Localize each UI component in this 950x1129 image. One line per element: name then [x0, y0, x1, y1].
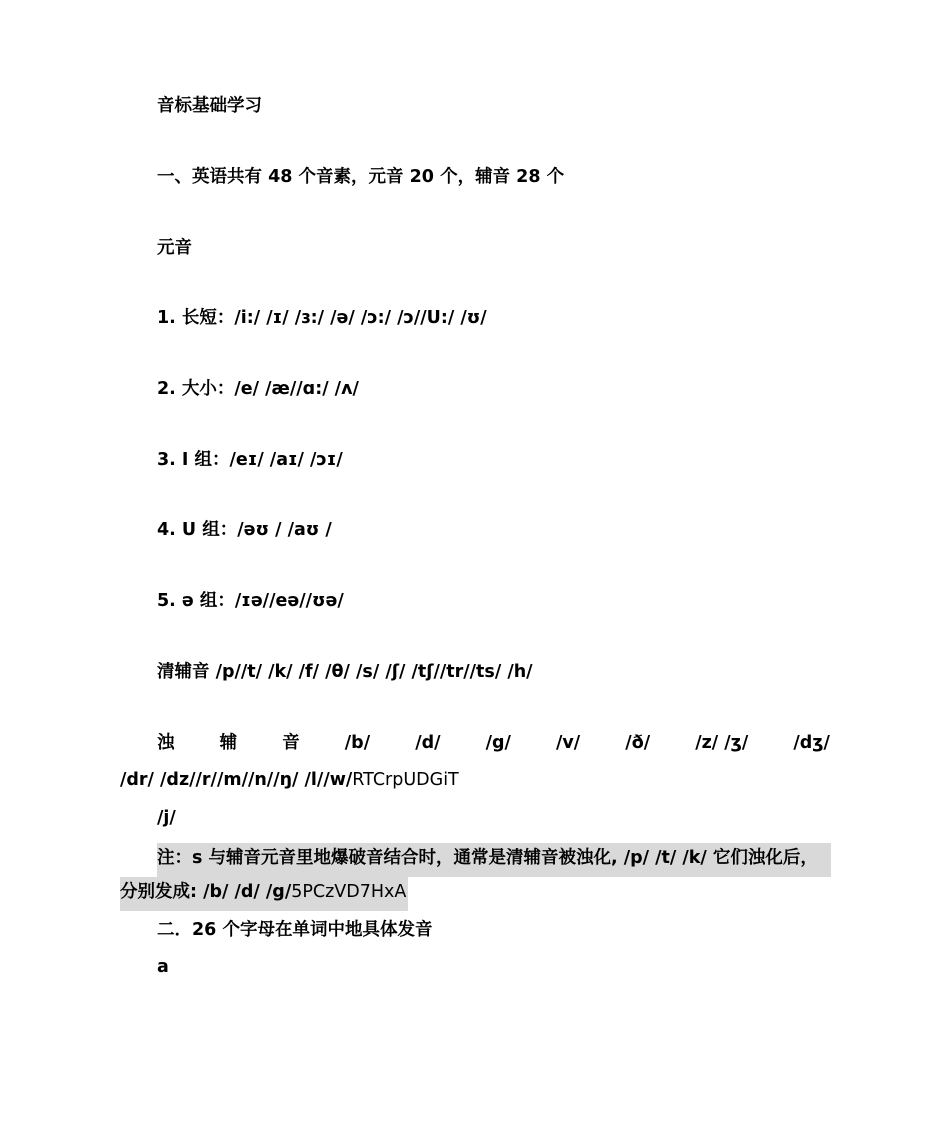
voiced-token: 辅	[219, 733, 238, 753]
vowel-group-3: 3. I 组：/eɪ/ /aɪ/ /ɔɪ/	[157, 450, 343, 470]
voiced-token: /v/	[556, 733, 581, 753]
voiced-token: /b/	[344, 733, 371, 753]
note-line2-bold: 分别发成: /b/ /d/ /g/	[120, 882, 292, 902]
voiced-token: 浊	[157, 733, 175, 753]
vowel-group-4: 4. U 组：/əʊ / /aʊ /	[157, 520, 332, 540]
doc-title: 音标基础学习	[157, 96, 262, 116]
letter-a-heading: a	[157, 957, 169, 977]
voiced-line2-code: RTCrpUDGiT	[352, 770, 459, 790]
voiced-token: /d/	[415, 733, 441, 753]
note-line2-code: 5PCzVD7HxA	[291, 882, 407, 902]
vowels-heading: 元音	[157, 238, 192, 258]
voiced-line2-bold: /dr/ /dz//r//m//n//ŋ/ /l//w/	[120, 770, 353, 790]
section-heading-2: 二．26 个字母在单词中地具体发音	[157, 920, 433, 940]
note-line-1: 注：s 与辅音元音里地爆破音结合时，通常是清辅音被浊化, /p/ /t/ /k/ 它们浊化后，	[157, 843, 831, 877]
section-heading-1: 一、英语共有 48 个音素，元音 20 个，辅音 28 个	[157, 167, 565, 187]
voiced-consonants-row	[157, 731, 830, 755]
vowel-group-1: 1. 长短：/i:/ /ɪ/ /ɜ:/ /ə/ /ɔ:/ /ɔ//U:/ /ʊ/	[157, 308, 487, 328]
voiced-token: 音	[282, 733, 300, 753]
voiced-token: /z/ /ʒ/	[695, 733, 749, 753]
voiced-token: /dʒ/	[793, 733, 830, 753]
note-line-2	[120, 877, 408, 911]
vowel-group-2: 2. 大小：/e/ /æ//ɑ:/ /ʌ/	[157, 379, 359, 399]
voiceless-consonants: 清辅音 /p//t/ /k/ /f/ /θ/ /s/ /ʃ/ /tʃ//tr//ts/ /h/	[157, 662, 533, 682]
voiced-consonants-line-3: /j/	[157, 808, 176, 828]
voiced-consonants-line-2	[120, 768, 459, 792]
voiced-token: /ð/	[625, 733, 651, 753]
vowel-group-5: 5. ə 组：/ɪə//eə//ʊə/	[157, 591, 344, 611]
voiced-token: /g/	[485, 733, 511, 753]
